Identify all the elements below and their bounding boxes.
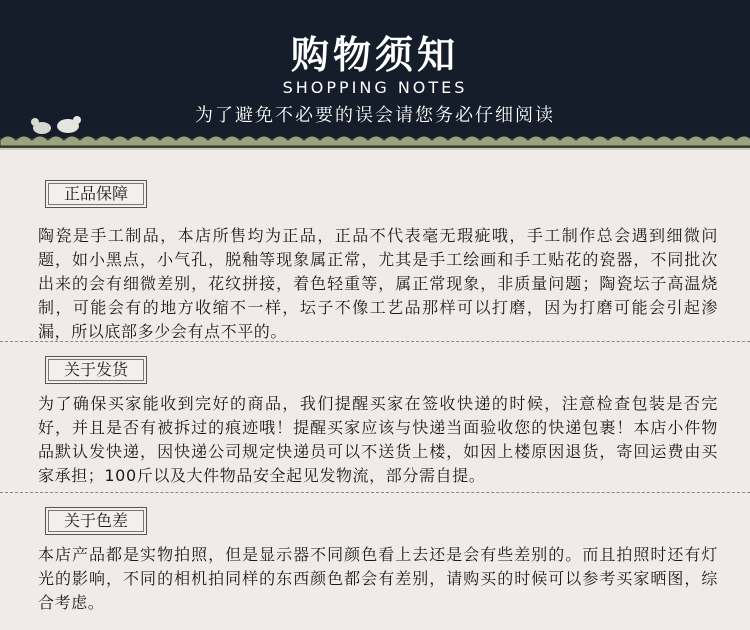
subtitle-chinese: 为了避免不必要的误会请您务必仔细阅读	[195, 105, 555, 126]
section-body: 陶瓷是手工制品，本店所售均为正品，正品不代表毫无瑕疵哦，手工制作总会遇到细微问题，如小黑点，小气孔，脱釉等现象属正常，尤其是手工绘画和手工贴花的瓷器，不同批次出来的会有细微差别，花纹拼接，着色轻重等，属正常现象，非质量问题；陶瓷坛子高温烧制，可能会有的地方收缩不一样，坛子不像工艺品那样可以打磨，因为打磨可能会引起渗漏，所以底部多少会有点不平的。	[38, 226, 718, 341]
section-heading-box	[45, 507, 147, 535]
section-heading: 关于发货	[48, 359, 144, 381]
subtitle-english: SHOPPING NOTES	[282, 78, 468, 97]
content-area	[0, 160, 750, 630]
header-banner	[0, 0, 750, 150]
page-title: 购物须知	[290, 33, 459, 77]
dashed-divider	[0, 341, 750, 342]
section-body: 为了确保买家能收到完好的商品，我们提醒买家在签收快递的时候，注意检查包装是否完好，并且是否有被拆过的痕迹哦！提醒买家应该与快递当面验收您的快递包裹！本店小件物品默认发快递，因快递公司规定快递员可以不送货上楼，如因上楼原因退货，寄回运费由买家承担；100斤以及大件物品安全起见发物流，部分需自提。	[38, 394, 718, 485]
section-body: 本店产品都是实物拍照，但是显示器不同颜色看上去还是会有些差别的。而且拍照时还有灯光的影响，不同的相机拍同样的东西颜色都会有差别，请购买的时候可以参考买家晒图，综合考虑。	[38, 545, 718, 612]
roof-tiles-decoration	[0, 130, 750, 150]
section-heading-box	[45, 356, 147, 384]
dashed-divider	[0, 492, 750, 493]
section-heading: 正品保障	[48, 183, 144, 205]
section-heading: 关于色差	[48, 510, 144, 532]
pigeon-icon	[28, 112, 83, 138]
section-heading-box	[45, 180, 147, 208]
